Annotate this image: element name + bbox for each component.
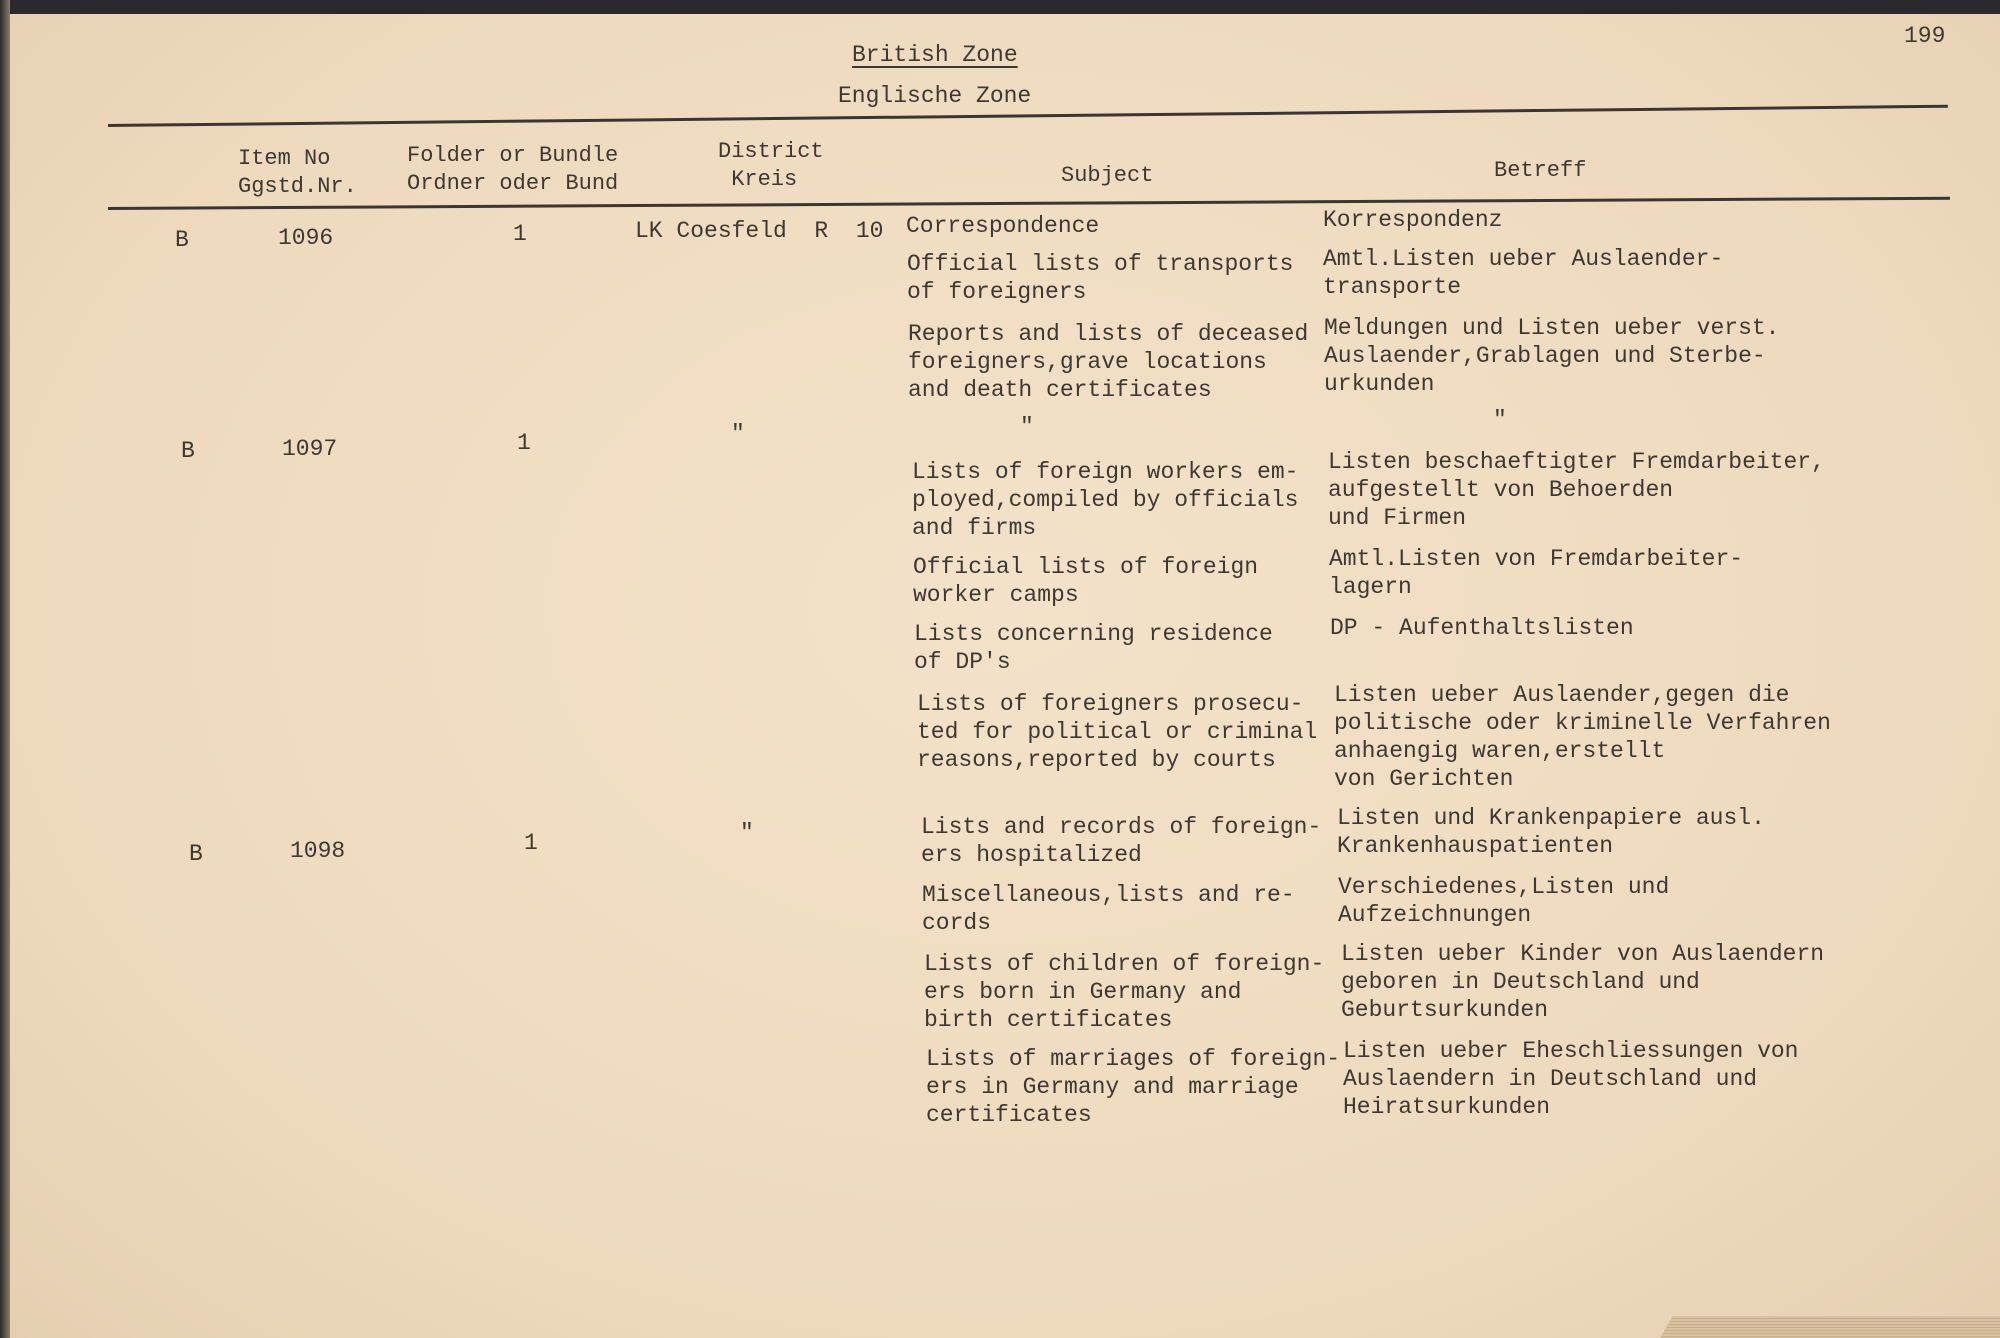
header-subject: Subject	[1061, 163, 1154, 188]
betreff-entry: Amtl.Listen von Fremdarbeiter- lagern	[1329, 546, 1744, 600]
subject-entry: Lists and records of foreign- ers hospitalized	[921, 814, 1322, 868]
betreff-entry: Listen ueber Auslaender,gegen die politische oder kriminelle Verfahren anhaengig waren,erstellt von Gerichten	[1334, 682, 1831, 792]
page-number: 199	[1904, 23, 1946, 49]
book-binding-edge	[0, 0, 10, 1338]
row-district: "	[740, 820, 754, 846]
subject-entry: Correspondence	[906, 213, 1100, 239]
betreff-entry: Meldungen und Listen ueber verst. Auslaender,Grablagen und Sterbe- urkunden	[1324, 315, 1780, 397]
header-item-no: Item No Ggstd.Nr.	[238, 146, 357, 199]
row-item-no: 1096	[278, 225, 334, 251]
row-item-no: 1097	[282, 436, 338, 462]
betreff-entry: Listen beschaeftigter Fremdarbeiter, aufgestellt von Behoerden und Firmen	[1328, 449, 1825, 531]
row-district: "	[731, 421, 745, 447]
subject-entry: Lists of children of foreign- ers born in Germany and birth certificates	[924, 951, 1325, 1033]
row-item-no: 1098	[290, 838, 346, 864]
betreff-entry: Listen ueber Eheschliessungen von Auslaendern in Deutschland und Heiratsurkunden	[1343, 1038, 1799, 1120]
row-folder: 1	[517, 430, 531, 456]
subject-entry: Lists concerning residence of DP's	[914, 621, 1273, 675]
betreff-entry: Listen ueber Kinder von Auslaendern geboren in Deutschland und Geburtsurkunden	[1341, 941, 1825, 1023]
subject-ditto: "	[1020, 414, 1034, 440]
row-prefix: B	[175, 227, 189, 253]
scan-top-border	[0, 0, 2000, 14]
row-folder: 1	[513, 221, 527, 247]
page-subtitle: Englische Zone	[838, 83, 1032, 109]
betreff-entry: Amtl.Listen ueber Auslaender- transporte	[1323, 246, 1724, 300]
header-folder: Folder or Bundle Ordner oder Bund	[407, 143, 619, 196]
header-district: District Kreis	[718, 139, 824, 192]
subject-entry: Lists of foreigners prosecu- ted for political or criminal reasons,reported by courts	[917, 691, 1318, 773]
betreff-entry: Verschiedenes,Listen und Aufzeichnungen	[1338, 874, 1670, 928]
subject-entry: Lists of foreign workers em- ployed,compiled by officials and firms	[912, 459, 1299, 541]
header-betreff: Betreff	[1494, 158, 1587, 183]
betreff-entry: Korrespondenz	[1323, 207, 1503, 233]
betreff-entry: Listen und Krankenpapiere ausl. Krankenhauspatienten	[1337, 805, 1765, 859]
page-stack-edges	[1660, 1316, 2000, 1338]
row-prefix: B	[189, 841, 203, 867]
subject-entry: Lists of marriages of foreign- ers in Germany and marriage certificates	[926, 1046, 1341, 1128]
subject-entry: Official lists of transports of foreigners	[907, 251, 1294, 305]
betreff-ditto: "	[1493, 407, 1507, 433]
subject-entry: Reports and lists of deceased foreigners,grave locations and death certificates	[908, 321, 1309, 403]
row-district: LK Coesfeld R 10	[635, 218, 884, 244]
row-folder: 1	[524, 830, 538, 856]
page-title: British Zone	[852, 42, 1018, 68]
row-prefix: B	[181, 438, 195, 464]
subject-entry: Official lists of foreign worker camps	[913, 554, 1259, 608]
betreff-entry: DP - Aufenthaltslisten	[1330, 615, 1634, 641]
subject-entry: Miscellaneous,lists and re- cords	[922, 882, 1295, 936]
